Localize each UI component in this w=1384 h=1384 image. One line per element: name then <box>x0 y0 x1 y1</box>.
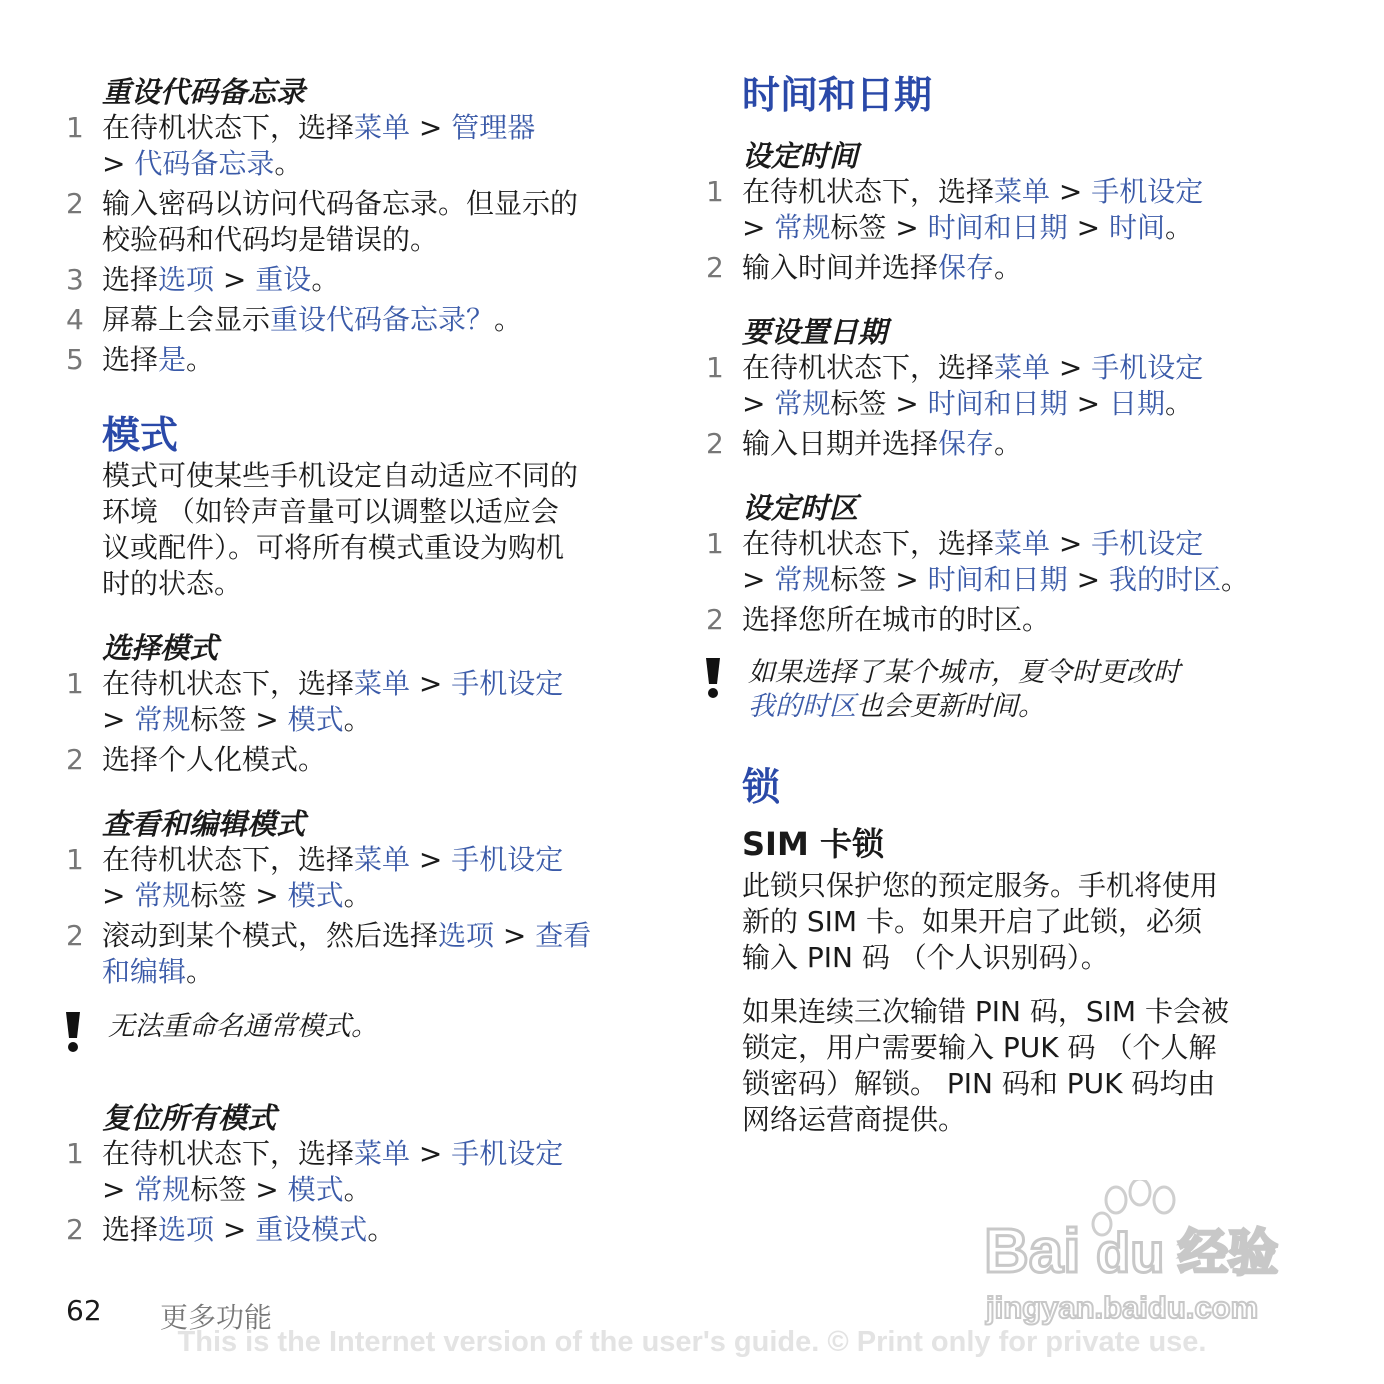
view-edit-mode-title: 查看和编辑模式 <box>102 807 306 841</box>
step-number: 2 <box>66 1213 84 1246</box>
text-line <box>742 250 1326 286</box>
time-date-title: 时间和日期 <box>742 73 933 117</box>
text-line <box>102 302 666 338</box>
paragraph-line: 锁密码）解锁。 PIN 码和 PUK 码均由 <box>742 1067 1216 1100</box>
step-number: 1 <box>706 527 724 560</box>
set-timezone-section <box>706 490 1326 638</box>
text-segment: > <box>102 703 135 736</box>
text-line <box>102 110 666 146</box>
paragraph-line: 如果连续三次输错 PIN 码，SIM 卡会被 <box>742 995 1229 1028</box>
set-date-section <box>706 314 1326 462</box>
text-segment: 。 <box>1164 387 1193 420</box>
step-number: 2 <box>706 427 724 460</box>
text-line <box>102 1172 666 1208</box>
note <box>66 1010 666 1044</box>
internet-version-notice: This is the Internet version of the user's guide. © Print only for private use. <box>177 1326 1207 1358</box>
text-segment: 。 <box>274 147 303 180</box>
step-item <box>66 742 666 778</box>
text-segment: 在待机状态下，选择 <box>742 527 995 560</box>
warning-exclamation-icon <box>702 656 724 709</box>
note-daylight-saving <box>706 656 1326 724</box>
text-segment: 在待机状态下，选择 <box>102 843 355 876</box>
text-segment: 选择您所在城市的时区。 <box>742 603 1051 636</box>
text-segment: > <box>214 263 256 296</box>
step-number: 2 <box>706 603 724 636</box>
menu-path-link: 手机设定 <box>451 667 564 700</box>
step-item <box>706 526 1326 598</box>
step-number: 2 <box>706 251 724 284</box>
text-segment: > <box>410 111 452 144</box>
text-line <box>102 1136 666 1172</box>
menu-path-link: 时间和日期 <box>927 211 1068 244</box>
menu-path-link: 常规 <box>774 563 831 596</box>
step-item <box>66 110 666 182</box>
menu-path-link: 时间和日期 <box>927 387 1068 420</box>
menu-path-link: 时间和日期 <box>927 563 1068 596</box>
step-item <box>706 602 1326 638</box>
text-segment: 滚动到某个模式，然后选择 <box>102 919 439 952</box>
steps <box>706 350 1326 462</box>
paragraph-line: 环境 （如铃声音量可以调整以适应会 <box>102 495 559 528</box>
paragraph-line: 议或配件）。可将所有模式重设为购机 <box>102 531 565 564</box>
svg-text:du: du <box>1096 1221 1165 1284</box>
menu-path-link: 常规 <box>774 211 831 244</box>
lock-title: 锁 <box>742 765 781 809</box>
menu-path-link: 菜单 <box>354 667 411 700</box>
text-segment: 。 <box>367 1213 396 1246</box>
reset-code-memo-section <box>66 74 666 378</box>
text-line <box>102 1212 666 1248</box>
text-segment: 在待机状态下，选择 <box>102 667 355 700</box>
set-date-title: 要设置日期 <box>742 315 888 349</box>
text-segment: 。 <box>994 251 1023 284</box>
text-line <box>108 1010 666 1044</box>
menu-path-link: 常规 <box>134 703 191 736</box>
view-edit-mode-section <box>66 806 666 990</box>
menu-path-link: 时间 <box>1108 211 1165 244</box>
text-segment: 输入日期并选择 <box>742 427 939 460</box>
step-item <box>706 250 1326 286</box>
sim-lock-section <box>706 824 1326 1138</box>
menu-path-link: 选项 <box>438 919 495 952</box>
text-segment: > <box>494 919 536 952</box>
steps <box>66 110 666 378</box>
menu-path-link: 手机设定 <box>451 843 564 876</box>
menu-path-link: 选项 <box>158 1213 215 1246</box>
menu-path-link: 模式 <box>287 879 344 912</box>
step-number: 5 <box>66 343 84 376</box>
menu-path-link: 菜单 <box>354 111 411 144</box>
step-item <box>706 350 1326 422</box>
text-segment: 。 <box>311 263 340 296</box>
menu-path-link: 重设代码备忘录？ <box>270 303 495 336</box>
step-number: 1 <box>66 667 84 700</box>
menu-path-link: 菜单 <box>994 527 1051 560</box>
menu-path-link: 菜单 <box>354 1137 411 1170</box>
menu-path-link: 常规 <box>134 1173 191 1206</box>
menu-path-link: 常规 <box>134 879 191 912</box>
step-item <box>66 918 666 990</box>
text-segment: 。 <box>994 427 1023 460</box>
text-segment: > <box>410 1137 452 1170</box>
text-line <box>102 918 666 954</box>
step-item <box>66 262 666 298</box>
text-line <box>748 656 1326 690</box>
paragraph-line: 网络运营商提供。 <box>742 1103 967 1136</box>
text-segment: 选择个人化模式。 <box>102 743 327 776</box>
text-segment: > <box>410 667 452 700</box>
paragraph-line: 时的状态。 <box>102 567 243 600</box>
sim-lock-title: SIM 卡锁 <box>742 825 884 863</box>
time-date-section <box>706 72 1326 118</box>
step-number: 2 <box>66 187 84 220</box>
modes-section <box>66 412 666 602</box>
text-segment: 标签 > <box>830 563 928 596</box>
set-time-section <box>706 138 1326 286</box>
text-segment: 屏幕上会显示 <box>102 303 271 336</box>
text-line <box>742 562 1326 598</box>
text-segment: 校验码和代码均是错误的。 <box>102 223 439 256</box>
warning-exclamation-icon <box>62 1010 84 1063</box>
menu-path-link: 菜单 <box>994 351 1051 384</box>
step-number: 1 <box>66 843 84 876</box>
text-segment: 。 <box>494 303 523 336</box>
section-name: 更多功能 <box>160 1301 273 1334</box>
text-line <box>748 690 1326 724</box>
menu-path-link: 手机设定 <box>1091 351 1204 384</box>
menu-path-link: 重设模式 <box>255 1213 368 1246</box>
step-number: 1 <box>66 1137 84 1170</box>
set-time-title: 设定时间 <box>742 139 859 173</box>
menu-path-link: 保存 <box>938 251 995 284</box>
text-segment: 。 <box>343 1173 372 1206</box>
menu-path-link: 代码备忘录 <box>134 147 275 180</box>
text-segment: > <box>1067 387 1109 420</box>
text-segment: > <box>742 211 775 244</box>
note-cannot-rename <box>66 1010 666 1044</box>
svg-text:jingyan.baidu.com: jingyan.baidu.com <box>986 1290 1259 1325</box>
text-segment: 输入密码以访问代码备忘录。但显示的 <box>102 187 579 220</box>
sim-lock-paragraph-1 <box>742 868 1326 976</box>
text-line <box>102 262 666 298</box>
reset-all-modes-title: 复位所有模式 <box>102 1101 277 1135</box>
text-line <box>102 842 666 878</box>
text-line <box>102 186 666 222</box>
text-line <box>102 222 666 258</box>
step-item <box>66 342 666 378</box>
text-segment: 无法重命名通常模式。 <box>108 1011 378 1042</box>
step-number: 3 <box>66 263 84 296</box>
svg-text:经验: 经验 <box>1178 1224 1278 1282</box>
menu-path-link: 和编辑 <box>102 955 187 988</box>
text-segment: > <box>1050 351 1092 384</box>
menu-path-link: 重设 <box>255 263 312 296</box>
menu-path-link: 日期 <box>1108 387 1165 420</box>
reset-code-memo-title: 重设代码备忘录 <box>102 75 306 109</box>
text-segment: 在待机状态下，选择 <box>102 111 355 144</box>
text-segment: 标签 > <box>190 1173 288 1206</box>
text-segment: > <box>214 1213 256 1246</box>
text-segment: 在待机状态下，选择 <box>102 1137 355 1170</box>
text-segment: > <box>742 387 775 420</box>
steps <box>66 1136 666 1248</box>
text-segment: 标签 > <box>190 879 288 912</box>
text-segment: 选择 <box>102 263 159 296</box>
menu-path-link: 菜单 <box>354 843 411 876</box>
step-item <box>706 426 1326 462</box>
text-line <box>102 742 666 778</box>
text-line <box>742 426 1326 462</box>
menu-path-link: 我的时区 <box>748 691 856 722</box>
step-number: 1 <box>706 351 724 384</box>
step-item <box>66 842 666 914</box>
note-text <box>108 1010 666 1044</box>
lock-section <box>706 764 1326 810</box>
text-segment: 输入时间并选择 <box>742 251 939 284</box>
text-segment: > <box>1050 527 1092 560</box>
menu-path-link: 管理器 <box>451 111 536 144</box>
step-number: 2 <box>66 919 84 952</box>
svg-text:Bai: Bai <box>984 1217 1081 1286</box>
baidu-jingyan-watermark <box>980 1180 1300 1330</box>
set-timezone-title: 设定时区 <box>742 491 859 525</box>
modes-title: 模式 <box>102 413 179 457</box>
paragraph-line: 锁定，用户需要输入 PUK 码 （个人解 <box>742 1031 1217 1064</box>
menu-path-link: 手机设定 <box>1091 175 1204 208</box>
text-segment: 。 <box>186 343 215 376</box>
text-line <box>742 526 1326 562</box>
text-line <box>102 342 666 378</box>
text-segment: > <box>1067 563 1109 596</box>
step-number: 4 <box>66 303 84 336</box>
menu-path-link: 保存 <box>938 427 995 460</box>
text-segment: > <box>410 843 452 876</box>
text-line <box>742 602 1326 638</box>
menu-path-link: 手机设定 <box>451 1137 564 1170</box>
step-item <box>66 302 666 338</box>
text-segment: > <box>102 147 135 180</box>
steps <box>66 842 666 990</box>
text-segment: 选择 <box>102 343 159 376</box>
text-line <box>742 386 1326 422</box>
page-number: 62 <box>66 1294 102 1327</box>
text-line <box>742 174 1326 210</box>
reset-all-modes-section <box>66 1100 666 1248</box>
text-segment: > <box>742 563 775 596</box>
text-segment: > <box>1050 175 1092 208</box>
select-mode-title: 选择模式 <box>102 631 219 665</box>
paragraph-line: 此锁只保护您的预定服务。手机将使用 <box>742 869 1219 902</box>
step-number: 1 <box>66 111 84 144</box>
text-line <box>102 666 666 702</box>
steps <box>66 666 666 778</box>
step-item <box>66 1136 666 1208</box>
steps <box>706 526 1326 638</box>
text-segment: 。 <box>343 703 372 736</box>
text-segment: 标签 > <box>190 703 288 736</box>
text-line <box>742 210 1326 246</box>
step-number: 1 <box>706 175 724 208</box>
text-segment: 也会更新时间。 <box>856 691 1045 722</box>
text-line <box>102 702 666 738</box>
steps <box>706 174 1326 286</box>
text-segment: 在待机状态下，选择 <box>742 175 995 208</box>
paragraph-line: 输入 PIN 码 （个人识别码）。 <box>742 941 1109 974</box>
select-mode-section <box>66 630 666 778</box>
menu-path-link: 是 <box>158 343 187 376</box>
menu-path-link: 常规 <box>774 387 831 420</box>
menu-path-link: 我的时区 <box>1108 563 1221 596</box>
text-segment: 。 <box>186 955 215 988</box>
text-segment: 在待机状态下，选择 <box>742 351 995 384</box>
menu-path-link: 查看 <box>535 919 592 952</box>
modes-paragraph <box>102 458 666 602</box>
text-segment: 选择 <box>102 1213 159 1246</box>
step-item <box>66 666 666 738</box>
menu-path-link: 模式 <box>287 1173 344 1206</box>
text-segment: 标签 > <box>830 387 928 420</box>
text-segment: 。 <box>343 879 372 912</box>
note-text <box>748 656 1326 724</box>
menu-path-link: 菜单 <box>994 175 1051 208</box>
paragraph-line: 模式可使某些手机设定自动适应不同的 <box>102 459 579 492</box>
text-line <box>102 146 666 182</box>
text-line <box>742 350 1326 386</box>
step-item <box>706 174 1326 246</box>
sim-lock-paragraph-2 <box>742 994 1326 1138</box>
text-segment: 。 <box>1220 563 1249 596</box>
text-line <box>102 954 666 990</box>
text-line <box>102 878 666 914</box>
menu-path-link: 模式 <box>287 703 344 736</box>
text-segment: 标签 > <box>830 211 928 244</box>
menu-path-link: 选项 <box>158 263 215 296</box>
text-segment: > <box>102 879 135 912</box>
text-segment: > <box>1067 211 1109 244</box>
paragraph-line: 新的 SIM 卡。如果开启了此锁，必须 <box>742 905 1202 938</box>
note <box>706 656 1326 724</box>
step-item <box>66 186 666 258</box>
step-item <box>66 1212 666 1248</box>
step-number: 2 <box>66 743 84 776</box>
text-segment: 。 <box>1164 211 1193 244</box>
menu-path-link: 手机设定 <box>1091 527 1204 560</box>
text-segment: 如果选择了某个城市，夏令时更改时 <box>748 657 1180 688</box>
text-segment: > <box>102 1173 135 1206</box>
